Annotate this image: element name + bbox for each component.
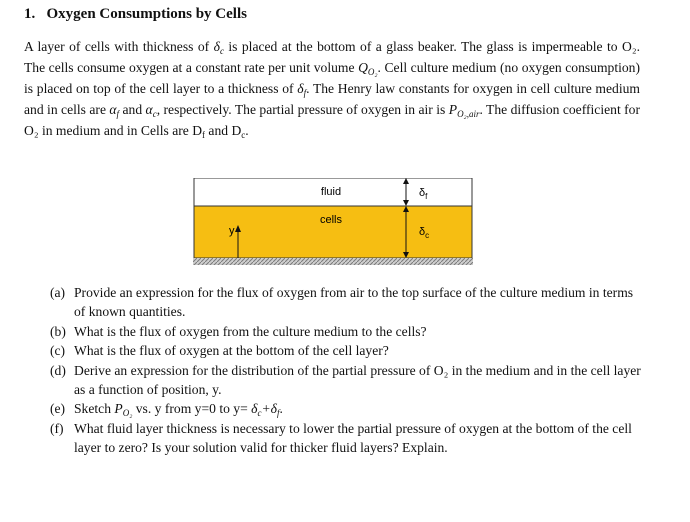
y-axis-label: y xyxy=(229,225,235,237)
d-f-subscript: f xyxy=(202,130,206,140)
question-text: What is the flux of oxygen at the bottom of the cell layer? xyxy=(74,343,389,359)
problem-statement xyxy=(24,36,640,141)
problem-heading xyxy=(24,6,247,23)
question-text: What fluid layer thickness is necessary to lower the partial pressure of oxygen at the bottom of the cell layer to zero? Is your solution valid for thicker fluid layers? Explain. xyxy=(74,420,632,456)
intro-text-4: . The Henry law constants for oxygen in cell culture medium and in cells are xyxy=(24,81,640,117)
intro-text-7: . The diffusion coefficient for O₂ in medium and in Cells are D xyxy=(24,102,640,138)
intro-text-3: . Cell culture medium (no oxygen consumption) is placed on top of the cell layer to a thickness of xyxy=(24,60,641,96)
alpha-f-symbol: $\alpha_f$ xyxy=(109,102,120,119)
question-label: (c) xyxy=(50,343,66,359)
beaker-diagram xyxy=(193,178,473,268)
cells-label: cells xyxy=(319,214,343,226)
d-c-subscript: c xyxy=(241,130,246,140)
question-label: (a) xyxy=(50,285,66,300)
delta-c-symbol: $\delta_c$ xyxy=(213,39,224,56)
problem-title: Oxygen Consumptions by Cells xyxy=(46,6,247,22)
alpha-c-symbol: $\alpha_c$ xyxy=(145,102,157,119)
delta-c-label: $\delta_c$ xyxy=(419,226,430,240)
intro-text-6: , respectively. The partial pressure of oxygen in air is xyxy=(156,102,449,117)
intro-text-2: is placed at the bottom of a glass beaker. The glass is impermeable to O₂. The cells consume oxygen at a constant rate per unit volume xyxy=(24,39,640,75)
intro-text-8: and D xyxy=(205,123,242,138)
q-o2-symbol: $Q_{O_2}$ xyxy=(358,60,378,77)
question-label: (b) xyxy=(50,323,66,339)
intro-text-1: A layer of cells with thickness of xyxy=(24,39,214,54)
question-list xyxy=(50,283,642,458)
p-o2-symbol: $P_{O_2}$ xyxy=(114,401,133,419)
question-text: Provide an expression for the flux of oxygen from air to the top surface of the culture medium in terms of known quantities. xyxy=(74,285,634,320)
question-text: What is the flux of oxygen from the culture medium to the cells? xyxy=(74,323,427,339)
question-label: (f) xyxy=(50,420,64,436)
intro-text-5: and xyxy=(119,102,146,117)
delta-sum-expression: $\delta_c+\delta_f$ xyxy=(251,401,280,419)
delta-f-symbol: $\delta_f$ xyxy=(297,81,307,98)
glass-bottom xyxy=(193,258,473,265)
problem-number: 1. xyxy=(24,6,36,22)
question-label: (d) xyxy=(50,362,66,378)
question-a xyxy=(50,283,642,322)
question-label: (e) xyxy=(50,401,66,417)
question-text: Derive an expression for the distribution of the partial pressure of O₂ in the medium and in the cell layer as a function of position, y. xyxy=(74,362,641,398)
delta-f-label: $\delta_f$ xyxy=(419,187,428,201)
intro-text-9: . xyxy=(245,123,249,138)
question-f xyxy=(50,419,642,458)
fluid-label: fluid xyxy=(320,186,342,198)
question-text: Sketch $P_{O_2}$ vs. y from y=0 to $y= \delta_c+\delta_f$. xyxy=(74,401,283,419)
question-e xyxy=(50,399,642,418)
question-d xyxy=(50,361,642,400)
question-b xyxy=(50,322,642,341)
p-o2-air-symbol: $P_{O_2,air}$ xyxy=(448,102,480,119)
question-c xyxy=(50,341,642,360)
